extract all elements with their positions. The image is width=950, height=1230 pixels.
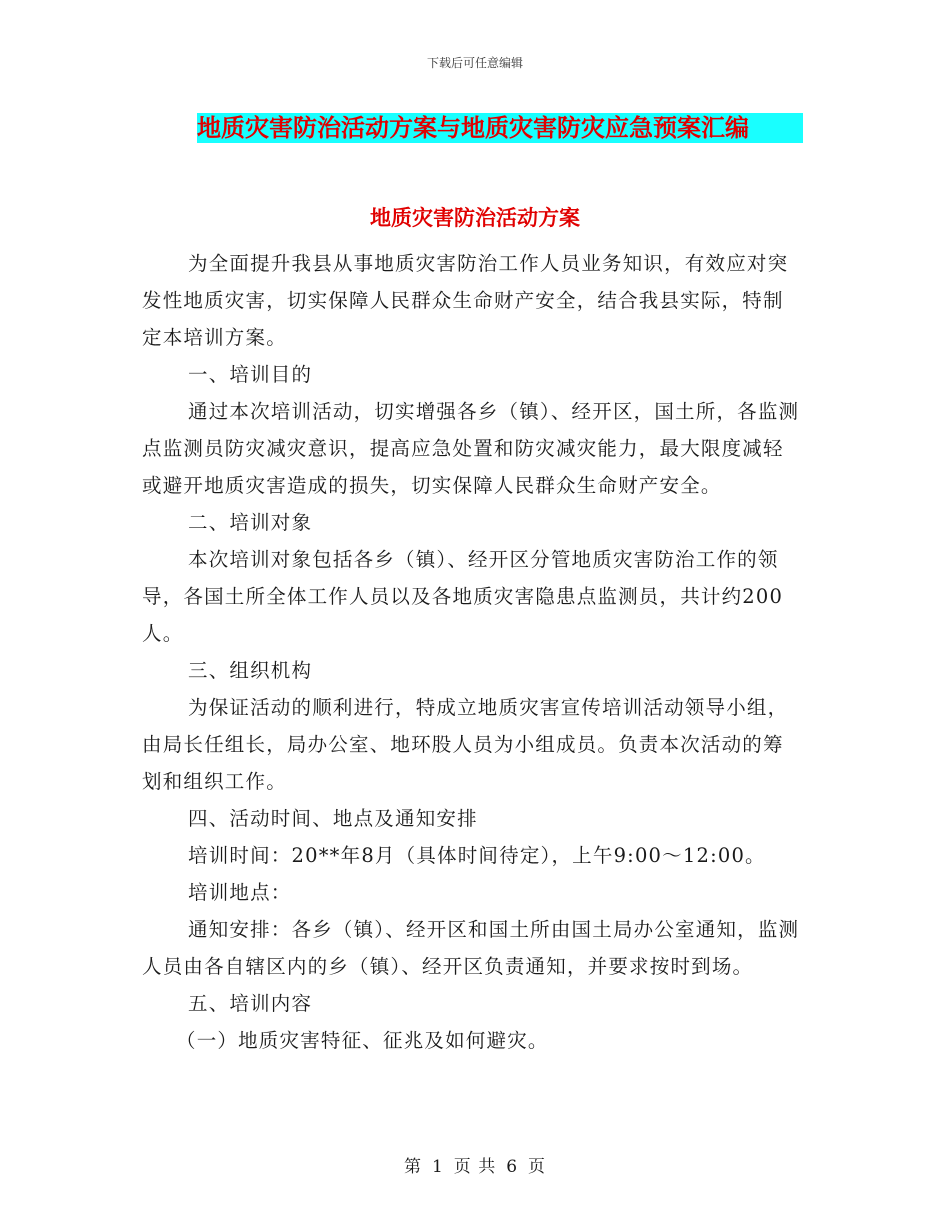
footer-prefix: 第 [403,1157,422,1177]
organization-paragraph: 为保证活动的顺利进行，特成立地质灾害宣传培训活动领导小组，由局长任组长，局办公室、地环股人员为小组成员。负责本次活动的筹划和组织工作。 [142,696,789,793]
purpose-paragraph: 通过本次培训活动，切实增强各乡（镇）、经开区，国土所，各监测点监测员防灾减灾意识，提高应急处置和防灾减灾能力，最大限度减轻或避开地质灾害造成的损失，切实保障人民群众生命财产安全。 [142,400,800,497]
heading-organization: 三、组织机构 [188,659,313,682]
training-place: 培训地点： [188,881,292,904]
footer-total-pages: 6 [506,1157,519,1177]
footer-page-number: 1 [431,1157,444,1177]
document-body [142,245,802,1059]
training-time: 培训时间：20**年8月（具体时间待定），上午9:00～12:00。 [188,844,766,867]
footer-suffix: 页 [528,1157,547,1177]
heading-audience: 二、培训对象 [188,511,313,534]
heading-content: 五、培训内容 [188,992,313,1015]
notice-paragraph: 通知安排：各乡（镇）、经开区和国土所由国土局办公室通知，监测人员由各自辖区内的乡（镇）、经开区负责通知，并要求按时到场。 [142,918,800,978]
content-item-1: （一）地质灾害特征、征兆及如何避灾。 [176,1029,549,1052]
intro-paragraph: 为全面提升我县从事地质灾害防治工作人员业务知识，有效应对突发性地质灾害，切实保障人民群众生命财产安全，结合我县实际，特制定本培训方案。 [142,252,789,349]
document-title: 地质灾害防治活动方案与地质灾害防灾应急预案汇编 [197,113,803,143]
audience-paragraph: 本次培训对象包括各乡（镇）、经开区分管地质灾害防治工作的领导，各国土所全体工作人员以及各地质灾害隐患点监测员，共计约200人。 [142,548,784,645]
page-footer [0,1152,950,1177]
footer-middle: 页 共 [453,1157,497,1177]
section-title: 地质灾害防治活动方案 [370,205,580,230]
header-note: 下载后可任意编辑 [426,56,523,70]
heading-schedule: 四、活动时间、地点及通知安排 [188,807,478,830]
heading-purpose: 一、培训目的 [188,363,313,386]
